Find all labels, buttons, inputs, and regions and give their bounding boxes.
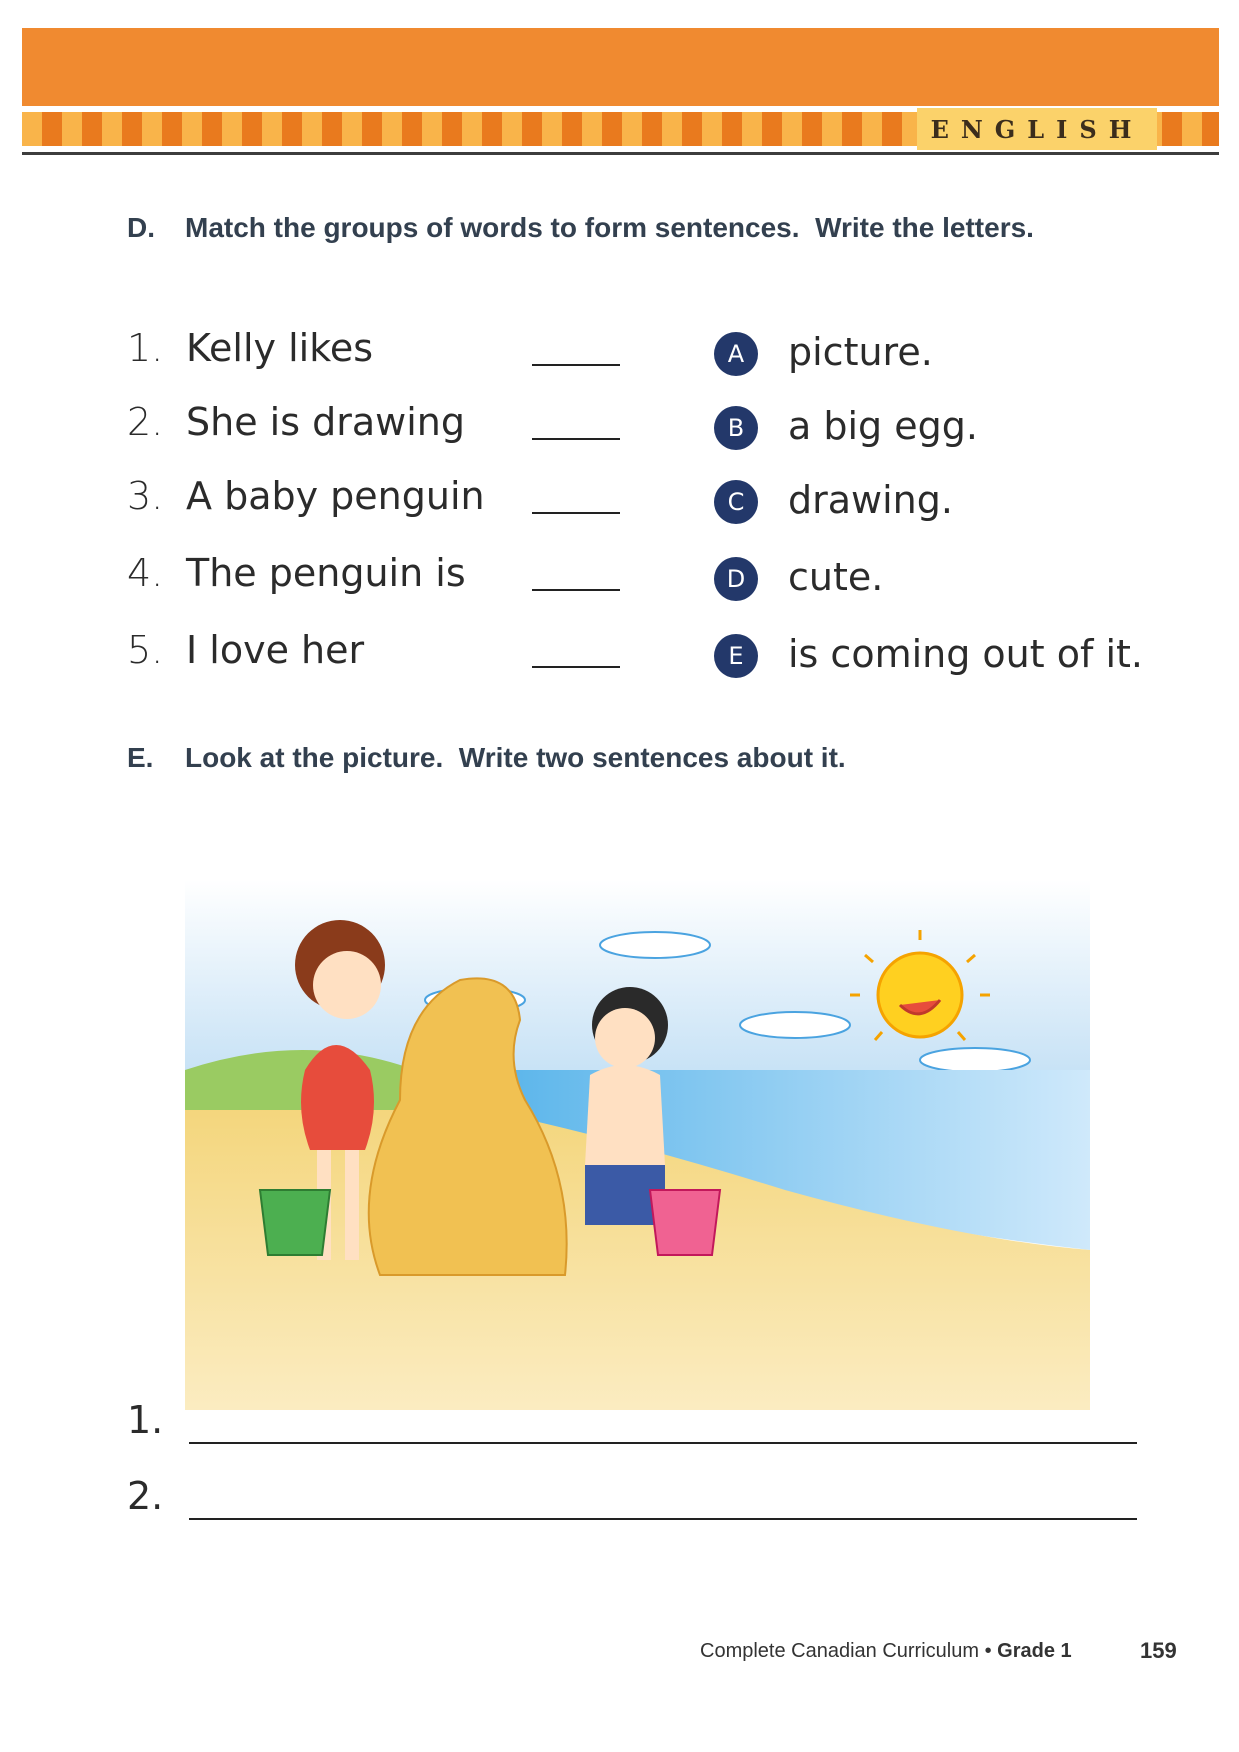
- sentence-ending: drawing.: [788, 478, 953, 522]
- sentence-start: Kelly likes: [186, 326, 374, 370]
- page-number: 159: [1140, 1638, 1177, 1663]
- sentence-ending: picture.: [788, 330, 933, 374]
- green-bucket: [260, 1190, 330, 1255]
- match-row: [127, 400, 1147, 460]
- choice-badge: E: [714, 634, 758, 678]
- answer-blank[interactable]: [532, 438, 620, 440]
- section-instruction: Look at the picture. Write two sentences about it.: [185, 742, 846, 773]
- section-d-heading: [127, 212, 1034, 244]
- subject-label: ENGLISH: [917, 108, 1157, 150]
- choice-badge: B: [714, 406, 758, 450]
- grade-label: Grade 1: [997, 1640, 1072, 1662]
- match-row: [127, 551, 1147, 611]
- banner-rule: [22, 152, 1219, 155]
- sentence-ending: is coming out of it.: [788, 632, 1143, 676]
- header-banner: [22, 28, 1219, 153]
- match-row: [127, 474, 1147, 534]
- answer-blank[interactable]: [532, 666, 620, 668]
- section-e-heading: [127, 742, 846, 774]
- answer-blank[interactable]: [532, 364, 620, 366]
- choice-badge: C: [714, 480, 758, 524]
- footer-credit: [700, 1640, 1072, 1663]
- item-number: 2.: [127, 400, 164, 444]
- section-instruction: Match the groups of words to form sentences. Write the letters.: [185, 212, 1034, 243]
- beach-sandcastle-illustration: [185, 820, 1090, 1410]
- item-number: 5.: [127, 628, 164, 672]
- writing-line: [127, 1474, 1137, 1534]
- answer-line[interactable]: [189, 1518, 1137, 1520]
- sentence-ending: a big egg.: [788, 404, 978, 448]
- pink-bucket: [650, 1190, 720, 1255]
- sentence-start: A baby penguin: [186, 474, 485, 518]
- line-number: 2.: [127, 1474, 164, 1518]
- answer-blank[interactable]: [532, 589, 620, 591]
- writing-line: [127, 1398, 1137, 1458]
- curriculum-name: Complete Canadian Curriculum: [700, 1640, 980, 1662]
- sentence-start: I love her: [186, 628, 365, 672]
- answer-blank[interactable]: [532, 512, 620, 514]
- line-number: 1.: [127, 1398, 164, 1442]
- item-number: 3.: [127, 474, 164, 518]
- section-letter: D.: [127, 212, 155, 243]
- answer-line[interactable]: [189, 1442, 1137, 1444]
- match-row: [127, 326, 1147, 386]
- section-letter: E.: [127, 742, 154, 773]
- match-row: [127, 628, 1147, 688]
- sentence-start: She is drawing: [186, 400, 465, 444]
- choice-badge: A: [714, 332, 758, 376]
- banner-top-bar: [22, 28, 1219, 106]
- choice-badge: D: [714, 557, 758, 601]
- item-number: 4.: [127, 551, 164, 595]
- sentence-ending: cute.: [788, 555, 884, 599]
- bullet-separator: •: [979, 1640, 998, 1662]
- item-number: 1.: [127, 326, 164, 370]
- sentence-start: The penguin is: [186, 551, 466, 595]
